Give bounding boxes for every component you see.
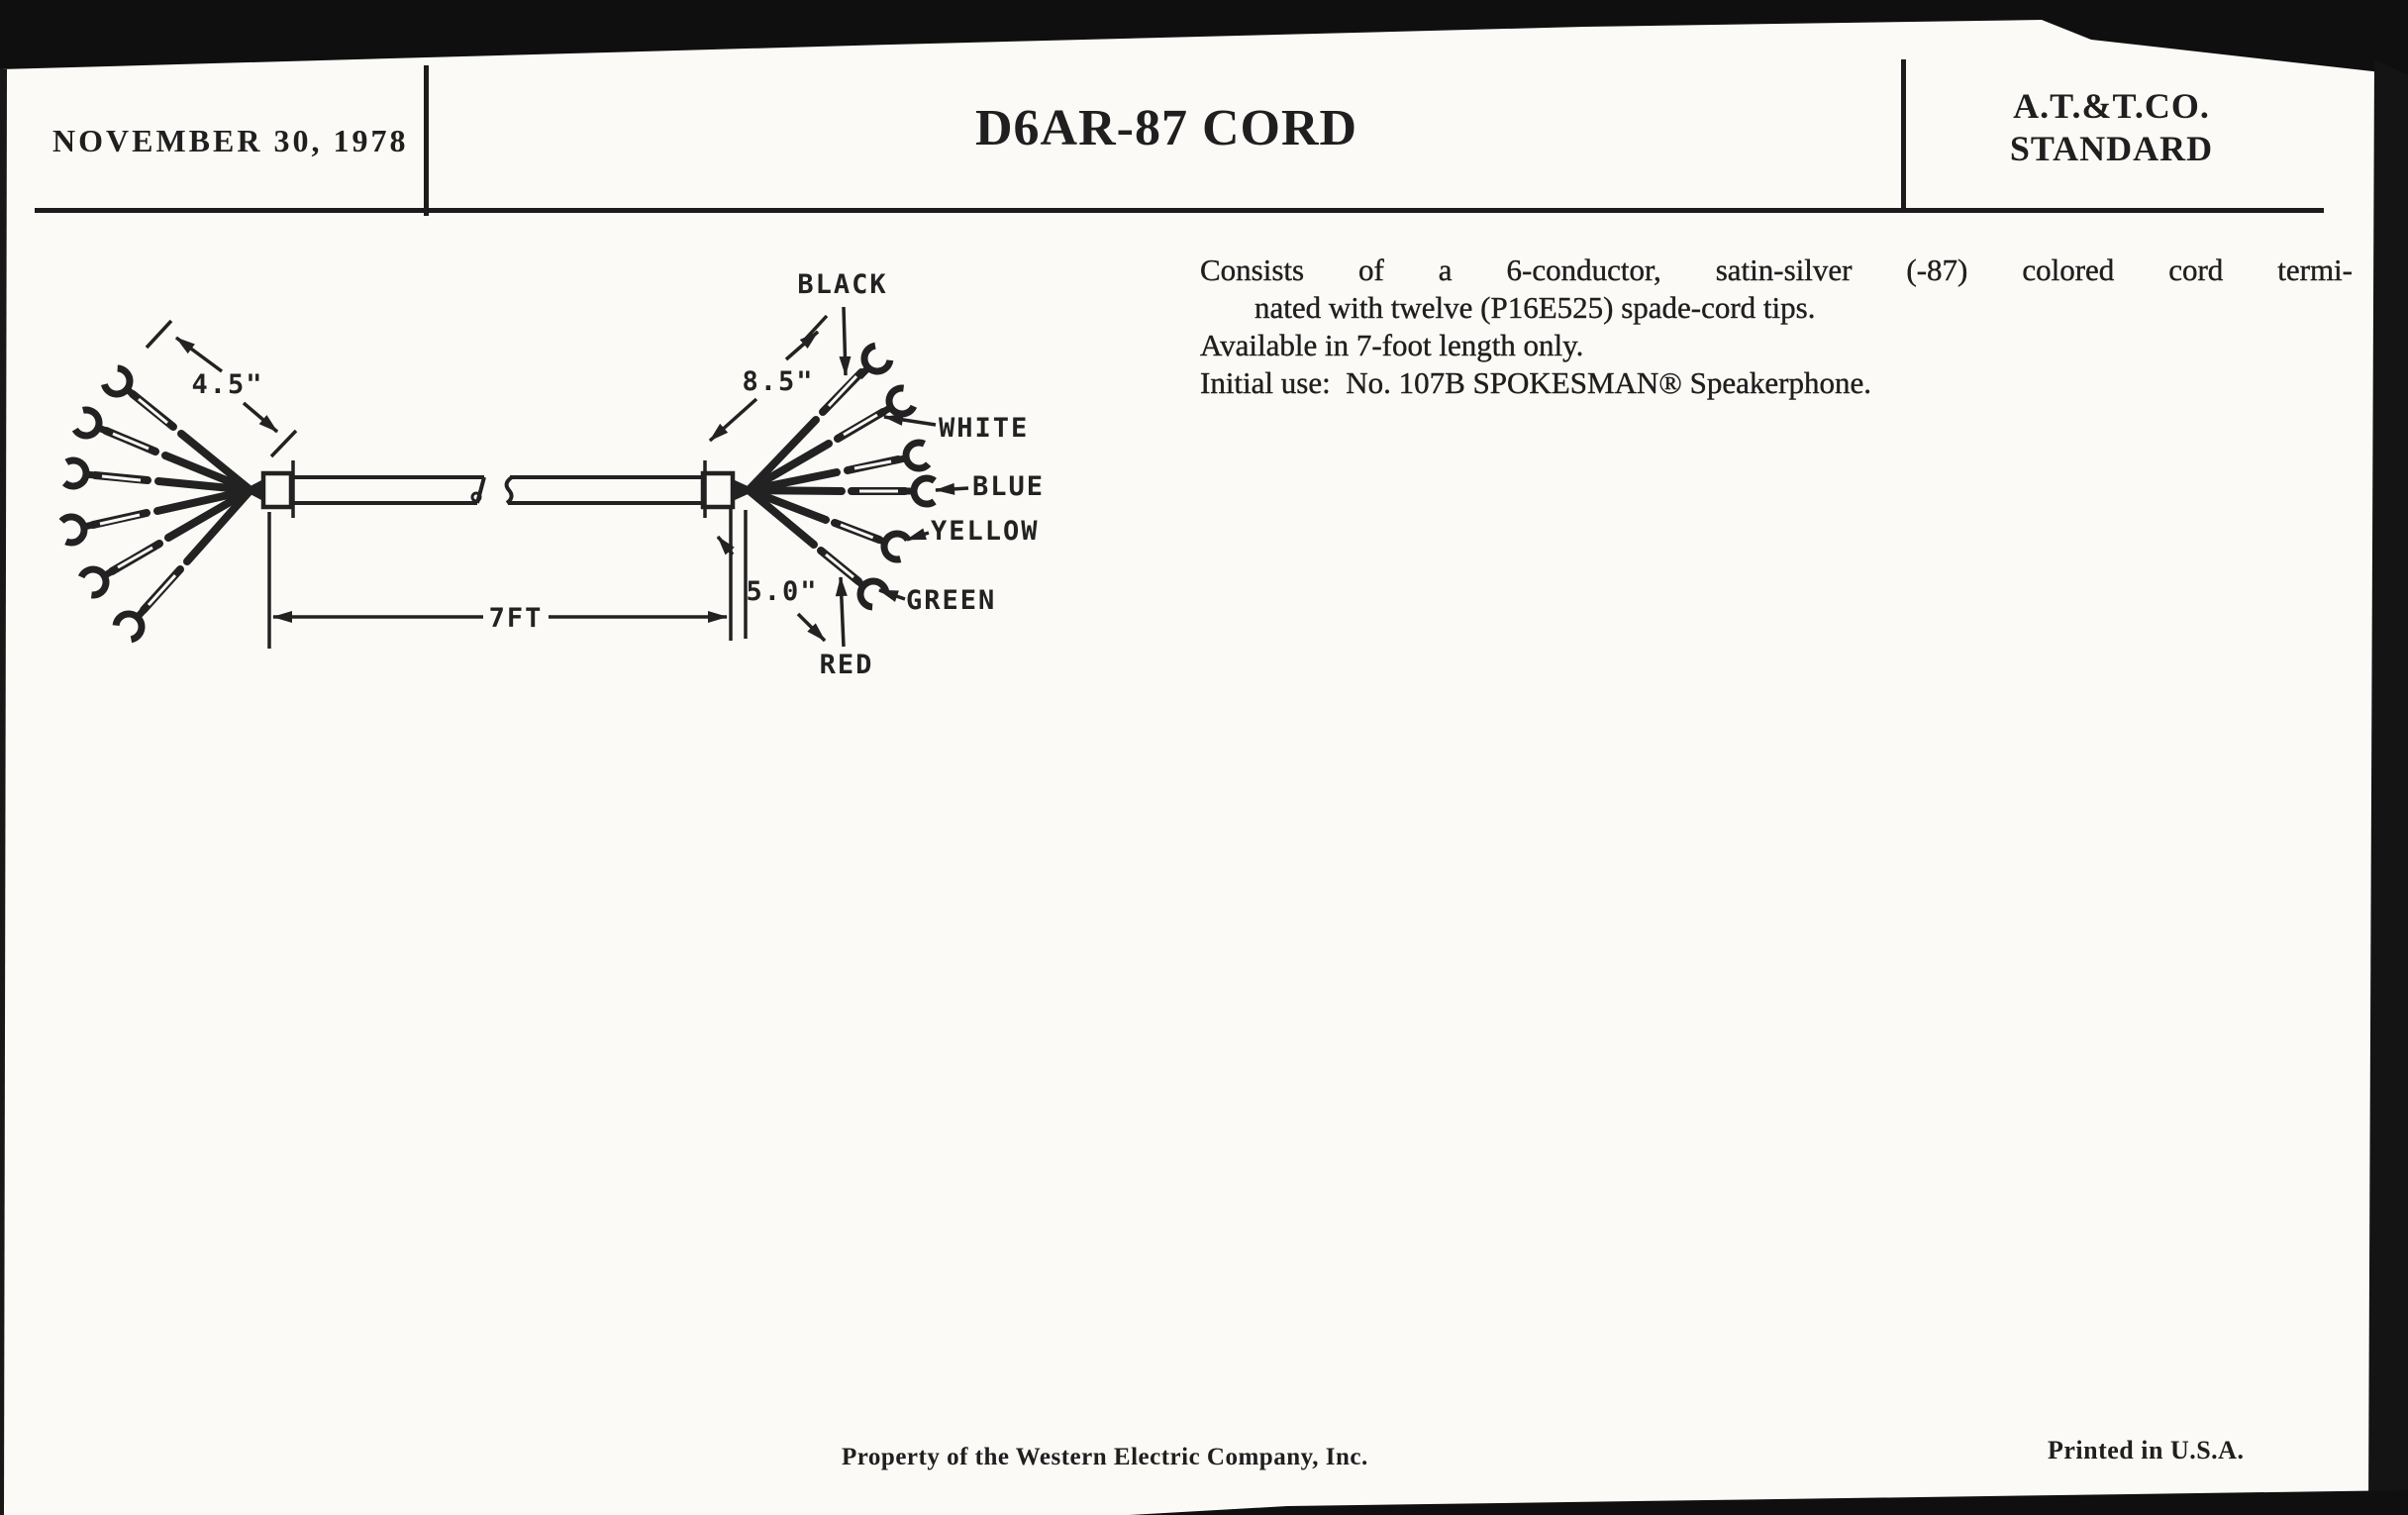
document-date: NOVEMBER 30, 1978 — [52, 123, 409, 158]
description-line-4: Initial use: No. 107B SPOKESMAN® Speakerphone. — [1200, 365, 1871, 400]
description-line-3: Available in 7-foot length only. — [1200, 328, 1584, 362]
right-fan-bottom-length-label: 5.0" — [746, 576, 819, 607]
label-green: GREEN — [906, 585, 997, 616]
cord-diagram — [40, 252, 1089, 718]
right-strain-relief — [703, 473, 733, 507]
header-divider-right — [1901, 59, 1906, 208]
description-line-1: Consists of a 6-conductor, satin-silver (-87) colored cord termi- — [1200, 252, 2353, 287]
footer-printed-notice: Printed in U.S.A. — [2048, 1436, 2245, 1464]
left-fan-length-label: 4.5" — [191, 369, 264, 400]
dimension-right-fan-bottom — [718, 510, 825, 641]
label-blue: BLUE — [972, 471, 1046, 502]
cord-length-label: 7FT — [488, 603, 544, 634]
wire — [53, 454, 251, 493]
label-white: WHITE — [939, 413, 1030, 444]
description-line-2: nated with twelve (P16E525) spade-cord tips. — [1254, 290, 1816, 325]
label-yellow: YELLOW — [931, 516, 1040, 547]
scan-left-strip — [0, 69, 7, 1515]
org-block — [1936, 85, 2287, 170]
header-rule — [35, 208, 2324, 213]
scan-bottom-band — [1129, 1490, 2408, 1515]
org-standard: STANDARD — [2009, 129, 2214, 168]
dimension-cord-length — [269, 508, 731, 649]
description-block — [1200, 252, 2353, 402]
left-wire-fan — [50, 355, 263, 652]
label-red: RED — [819, 650, 874, 680]
right-fan-top-length-label: 8.5" — [742, 366, 815, 397]
left-strain-relief — [263, 473, 291, 507]
label-black: BLACK — [797, 269, 888, 300]
cord-body — [263, 460, 733, 518]
scan-right-band — [2368, 59, 2408, 1515]
dimension-left-fan — [147, 321, 296, 456]
page-title: D6AR-87 CORD — [975, 100, 1358, 156]
scan-top-band — [0, 0, 2408, 75]
footer-property-notice: Property of the Western Electric Company, Inc. — [842, 1444, 1368, 1470]
header-divider-left — [424, 65, 429, 216]
org-name: A.T.&T.CO. — [2013, 86, 2210, 126]
